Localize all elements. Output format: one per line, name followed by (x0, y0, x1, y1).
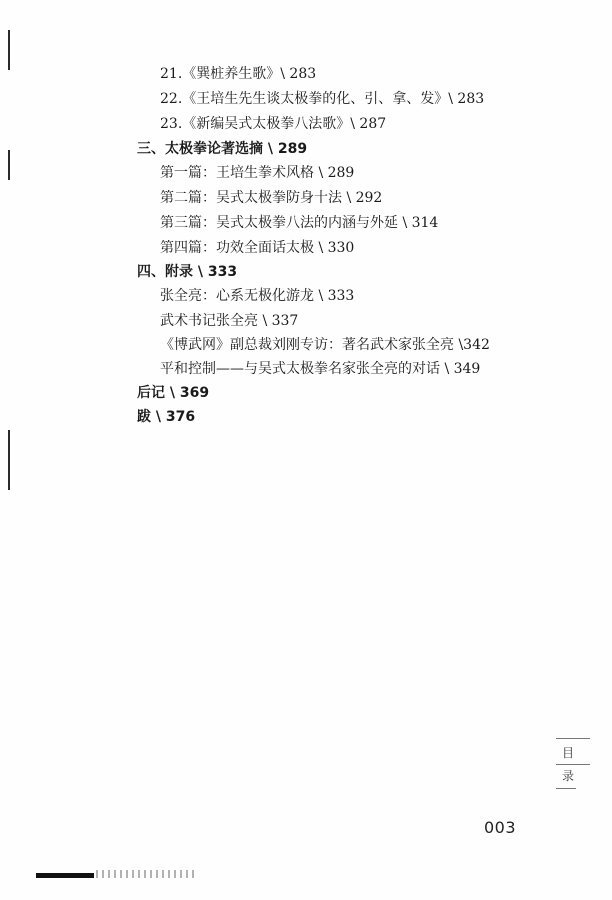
scan-edge-mark (8, 30, 10, 70)
tab-divider (556, 788, 576, 789)
toc-entry[interactable]: 武术书记张全亮 \ 337 (160, 313, 299, 329)
tab-divider (556, 764, 590, 765)
side-chapter-tab (556, 722, 596, 792)
scan-bottom-mark (36, 873, 94, 878)
toc-entry[interactable]: 23.《新编吴式太极拳八法歌》\ 287 (160, 116, 387, 132)
page-number: 003 (484, 818, 517, 837)
toc-entry[interactable]: 第一篇：王培生拳术风格 \ 289 (160, 165, 355, 181)
toc-entry[interactable]: 第二篇：吴式太极拳防身十法 \ 292 (160, 190, 383, 206)
toc-section-heading[interactable]: 后记 \ 369 (137, 385, 210, 401)
toc-entry[interactable]: 张全亮：心系无极化游龙 \ 333 (160, 288, 355, 304)
scan-bottom-dots (96, 870, 196, 878)
toc-entry[interactable]: 第四篇：功效全面话太极 \ 330 (160, 240, 355, 256)
side-tab-char-top: 目 (561, 746, 574, 760)
side-tab-char-bottom: 录 (561, 769, 574, 783)
scan-edge-mark (8, 430, 10, 490)
toc-section-heading[interactable]: 三、太极拳论著选摘 \ 289 (137, 141, 308, 157)
toc-entry[interactable]: 平和控制——与吴式太极拳名家张全亮的对话 \ 349 (160, 361, 481, 377)
tab-divider (556, 738, 590, 739)
toc-entry[interactable]: 第三篇：吴式太极拳八法的内涵与外延 \ 314 (160, 215, 439, 231)
toc-entry[interactable]: 《博武网》副总裁刘刚专访：著名武术家张全亮 \342 (160, 337, 490, 353)
toc-entry[interactable]: 22.《王培生先生谈太极拳的化、引、拿、发》\ 283 (160, 91, 485, 107)
toc-entry[interactable]: 21.《巽桩养生歌》\ 283 (160, 66, 317, 82)
scan-edge-mark (8, 150, 10, 180)
toc-section-heading[interactable]: 四、附录 \ 333 (137, 264, 238, 280)
toc-section-heading[interactable]: 跋 \ 376 (137, 409, 196, 425)
